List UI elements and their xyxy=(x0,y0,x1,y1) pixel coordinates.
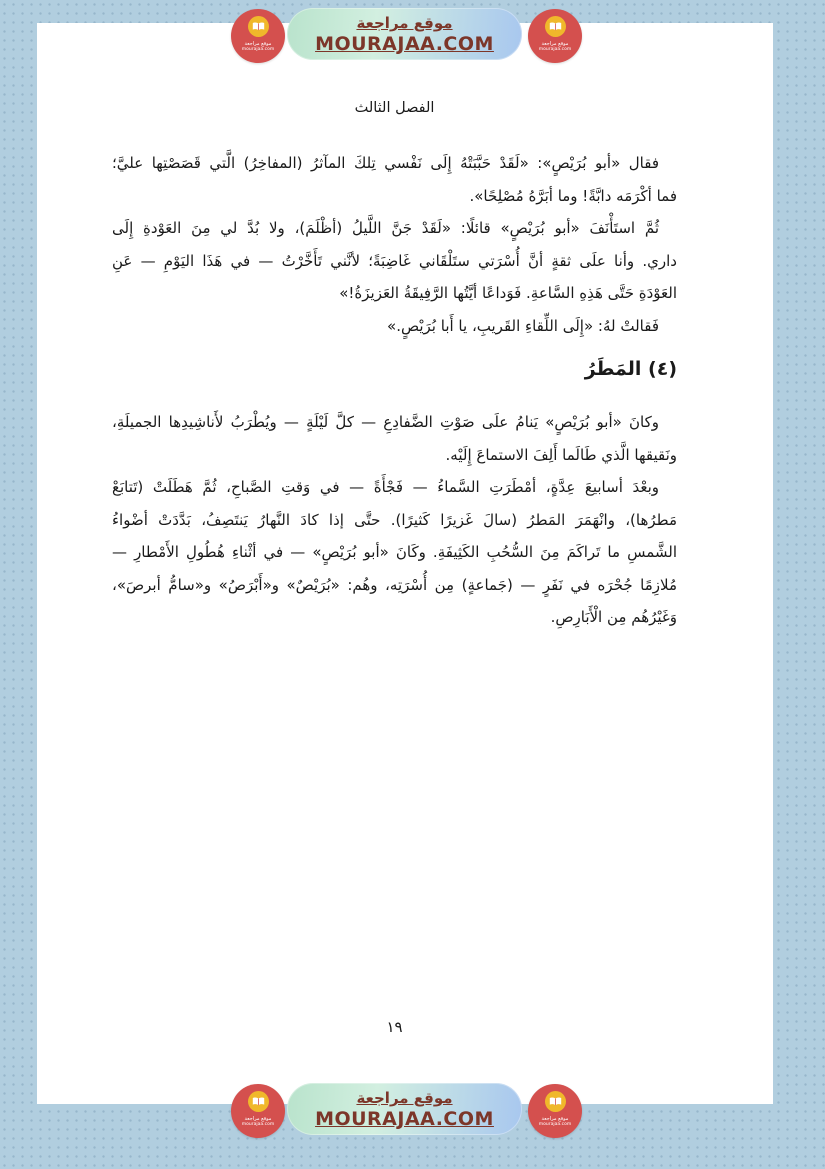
text-line: فَقالتْ لهُ: «إِلَى اللِّقاءِ القَريبِ، يا أَبا بُرَيْصٍ.» xyxy=(387,316,659,335)
text-line: ثُمَّ استَأْنَفَ «أبو بُرَيْصٍ» قائلًا: «لَقَدْ جَنَّ اللَّيلُ (أظْلَمَ)، ولا بُدَّ لي مِنَ العَوْدةِ إِلَى xyxy=(112,219,659,237)
badge-site-name-ar: موقع مراجعة xyxy=(541,1116,569,1122)
text-line: وَغَيْرُهُم مِن الْأَبَارِصِ. xyxy=(550,608,677,626)
text-line: مَطرُها)، وانْهَمَرَ المَطرُ (سالَ غَزيرًا كَثيرًا). حتَّى إذا كادَ النَّهارُ يَنتَصِفُ، بَدَّدَتْ أضْواءُ xyxy=(112,510,677,529)
text-line: داري. وأنا علَى ثقةٍ أنَّ أُسْرَتي ستَلْقَاني غَاضِبَةً؛ لأنَّني تَأَخَّرْتُ — في هَذَا اليَوْمِ — عَنِ xyxy=(112,251,677,270)
badge-site-name-ar: موقع مراجعة xyxy=(541,41,569,47)
document-page xyxy=(37,23,773,1104)
site-banner-pill xyxy=(287,1083,522,1135)
text-line: العَوْدَةِ حَتَّى هَذِهِ السَّاعةِ. فَوَداعًا أيَّتُها الرَّفِيقَةُ العَزيزَةُ!» xyxy=(339,284,677,302)
section-heading: (٤) المَطَرُ xyxy=(584,358,677,380)
badge-site-name-ar: موقع مراجعة xyxy=(244,41,272,47)
text-line: الشَّمسِ ما تَراكَمَ مِنَ السُّحُبِ الكَثِيفَةِ. وكَانَ «أبو بُرَيْصٍ» — في أثْناءِ هُطُولِ الأَمْطارِ — xyxy=(112,543,677,561)
site-name-arabic-link[interactable]: موقع مراجعة xyxy=(356,1089,453,1107)
badge-site-url: mourajaa.com xyxy=(538,1122,572,1127)
site-logo-badge[interactable] xyxy=(528,9,582,63)
open-book-icon xyxy=(248,1091,269,1112)
site-banner-top xyxy=(0,0,825,66)
text-line: فقال «أبو بُرَيْصٍ»: «لَقَدْ حَبَّبَتْهُ إِلَى نَفْسي تِلكَ المآثرُ (المفاخِرُ) الَّتي قَصَصْتِها عليَّ؛ xyxy=(112,154,659,172)
text-line: وبعْدَ أسابيعَ عِدَّةٍ، أمْطَرَتِ السَّماءُ — فَجْأَةً — في وَقتِ الصَّباحِ، ثُمَّ هَطَلَتْ (تَتابَعْ xyxy=(112,478,659,496)
site-name-arabic-link[interactable]: موقع مراجعة xyxy=(356,14,453,32)
badge-site-url: mourajaa.com xyxy=(241,47,275,52)
site-url-link[interactable]: MOURAJAA.COM xyxy=(315,1108,494,1130)
site-url-link[interactable]: MOURAJAA.COM xyxy=(315,33,494,55)
page-number: ١٩ xyxy=(386,1018,403,1036)
text-line: مُلازِمًا جُحْرَه في نَفَرٍ — (جَماعةٍ) مِن أُسْرَتِه، وهُم: «بُرَيْصٌ» و«أَبْرَصُ» و«سامُّ أبرصَ»، xyxy=(112,575,677,594)
site-banner-bottom xyxy=(0,1075,825,1141)
site-logo-badge[interactable] xyxy=(231,9,285,63)
text-line: وكانَ «أبو بُرَيْصٍ» يَنامُ علَى صَوْتِ الضَّفادِعِ — كلَّ لَيْلَةٍ — ويُطْرَبُ لأَناشِيدِها الجميلَةِ، xyxy=(112,413,659,431)
text-line: ونَقيقها الَّذي طَالَما أَلِفَ الاستماعَ إِلَيْه. xyxy=(445,445,677,464)
site-logo-badge[interactable] xyxy=(528,1084,582,1138)
open-book-icon xyxy=(248,16,269,37)
text-line: فما أكْرَمَه دابَّةً! وما أبَرَّهُ مُصْلِحًا». xyxy=(469,186,677,205)
site-logo-badge[interactable] xyxy=(231,1084,285,1138)
open-book-icon xyxy=(545,1091,566,1112)
badge-site-url: mourajaa.com xyxy=(538,47,572,52)
open-book-icon xyxy=(545,16,566,37)
badge-site-url: mourajaa.com xyxy=(241,1122,275,1127)
chapter-title: الفصل الثالث xyxy=(354,100,435,116)
badge-site-name-ar: موقع مراجعة xyxy=(244,1116,272,1122)
site-banner-pill xyxy=(287,8,522,60)
text-block-container xyxy=(112,147,677,634)
